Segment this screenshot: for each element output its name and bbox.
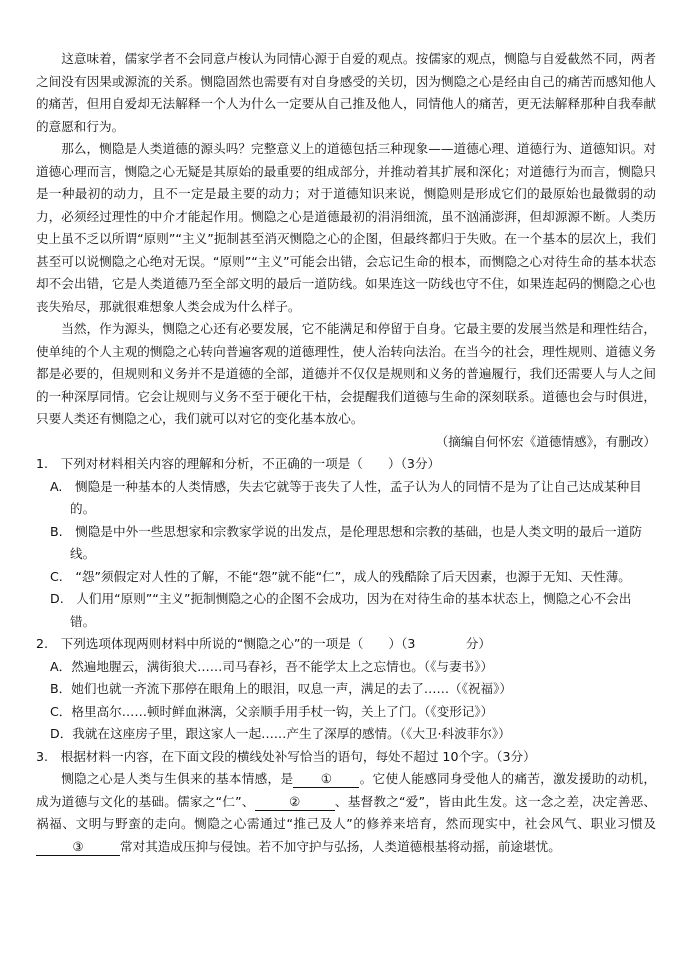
- question-3-text-part-4: 常对其造成压抑与侵蚀。若不加守护与弘扬，人类道德根基将动摇，前途堪忧。: [120, 838, 561, 854]
- passage-source: （摘编自何怀宏《道德情感》，有删改）: [435, 433, 656, 449]
- question-1-option-c: C. “怨”须假定对人性的了解，不能“怨”就不能“仁”，成人的残酷除了后天因素，也源于无知、天性薄。: [50, 568, 631, 584]
- question-3-text-part-2: 。它使人能感同身受他人的痛苦，激发援助的动机，成为道德与文化的基础。儒家之“仁”、: [36, 771, 657, 809]
- question-2-stem: 2. 下列选项体现两则材料中所说的“恻隐之心”的一项是（ ）（3 分）: [36, 636, 491, 651]
- question-1-option-a: A. 恻隐是一种基本的人类情感，失去它就等于丧失了人性，孟子认为人的同情不是为了让自己达成某种目的。: [50, 478, 642, 516]
- question-1-option-d: D. 人们用“原则”“主义”扼制恻隐之心的企图不会成功，因为在对待生命的基本状态上，恻隐之心不会出错。: [50, 591, 632, 629]
- question-3-stem: 3. 根据材料一内容，在下面文段的横线处补写恰当的语句，每处不超过 10个字。（3分）: [36, 748, 536, 764]
- question-2-option-d: D．我就在这座房子里，跟这家人一起……产生了深厚的感情。（《大卫·科波菲尔》）: [50, 726, 511, 741]
- passage-paragraph-2: 那么，恻隐是人类道德的源头吗？完整意义上的道德包括三种现象——道德心理、道德行为、道德知识。对道德心理而言，恻隐之心无疑是其原始的最重要的组成部分，并推动着其扩展和深化；对道德行为而言，恻隐只是一种最初的动力，且不一定是最主要的动力；对于道德知识来说，恻隐则是形成它们的最原始也最微弱的动力，必须经过理性的中介才能起作用。恻隐之心是道德最初的涓涓细流，虽不汹涌澎湃，但却源源不断。人类历史上虽不乏以所谓“原则”“主义”扼制甚至消灭恻隐之心的企图，但最终都归于失败。在一个基本的层次上，我们甚至可以说恻隐之心绝对无误。“原则”“主义”可能会出错，会忘记生命的根本，而恻隐之心对待生命的基本状态却不会出错，它是人类道德乃至全部文明的最后一道防线。如果连这一防线也守不住，如果连起码的恻隐之心也丧失殆尽，那就很难想象人类会成为什么样子。: [36, 141, 656, 314]
- passage-paragraph-1: 这意味着，儒家学者不会同意卢梭认为同情心源于自爱的观点。按儒家的观点，恻隐与自爱截然不同，两者之间没有因果或源流的关系。恻隐固然也需要有对自身感受的关切，因为恻隐之心是经由自己的痛苦而感知他人的痛苦，但用自爱却无法解释一个人为什么一定要从自己推及他人，同情他人的痛苦，更无法解释那种自我奉献的意愿和行为。: [36, 51, 656, 134]
- question-2-option-b: B．她们也就一齐流下那停在眼角上的眼泪，叹息一声，满足的去了……（《祝福》）: [50, 681, 513, 696]
- question-3-text: [36, 768, 656, 858]
- blank-3[interactable]: ③: [36, 839, 120, 856]
- question-3-text-part-3: 、基督教之“爱”，皆由此生发。这一念之差，决定善恶、祸福、文明与野蛮的走向。恻隐之心需通过“推己及人”的修养来培育，然而现实中，社会风气、职业习惯及: [36, 793, 656, 831]
- question-3-text-part-1: 恻隐之心是人类与生俱来的基本情感，是: [61, 771, 294, 786]
- question-1-stem: 1. 下列对材料相关内容的理解和分析，不正确的一项是（ ）（3分）: [36, 456, 441, 471]
- blank-2[interactable]: ②: [255, 794, 335, 811]
- question-1-option-b: B. 恻隐是中外一些思想家和宗教家学说的出发点，是伦理思想和宗教的基础，也是人类文明的最后一道防线。: [50, 523, 642, 561]
- passage-paragraph-3: 当然，作为源头，恻隐之心还有必要发展，它不能满足和停留于自身。它最主要的发展当然是和理性结合，使单纯的个人主观的恻隐之心转向普遍客观的道德理性，使人治转向法治。在当今的社会，理性规则、道德义务都是必要的，但规则和义务并不是道德的全部，道德并不仅仅是规则和义务的普遍履行，我们还需要人与人之间的一种深厚同情。它会让规则与义务不至于硬化干枯，会提醒我们道德与生命的深刻联系。道德也会与时俱进，只要人类还有恻隐之心，我们就可以对它的变化基本放心。: [36, 321, 656, 426]
- question-2-option-a: A．然遍地腥云，满街狼犬……司马春衫，吾不能学太上之忘情也。（《与妻书》）: [50, 658, 494, 674]
- page-content: [36, 48, 656, 858]
- blank-1[interactable]: ①: [293, 771, 359, 788]
- question-2-option-c: C．格里高尔……顿时鲜血淋漓，父亲顺手用手杖一钩，关上了门。（《变形记》）: [50, 703, 494, 719]
